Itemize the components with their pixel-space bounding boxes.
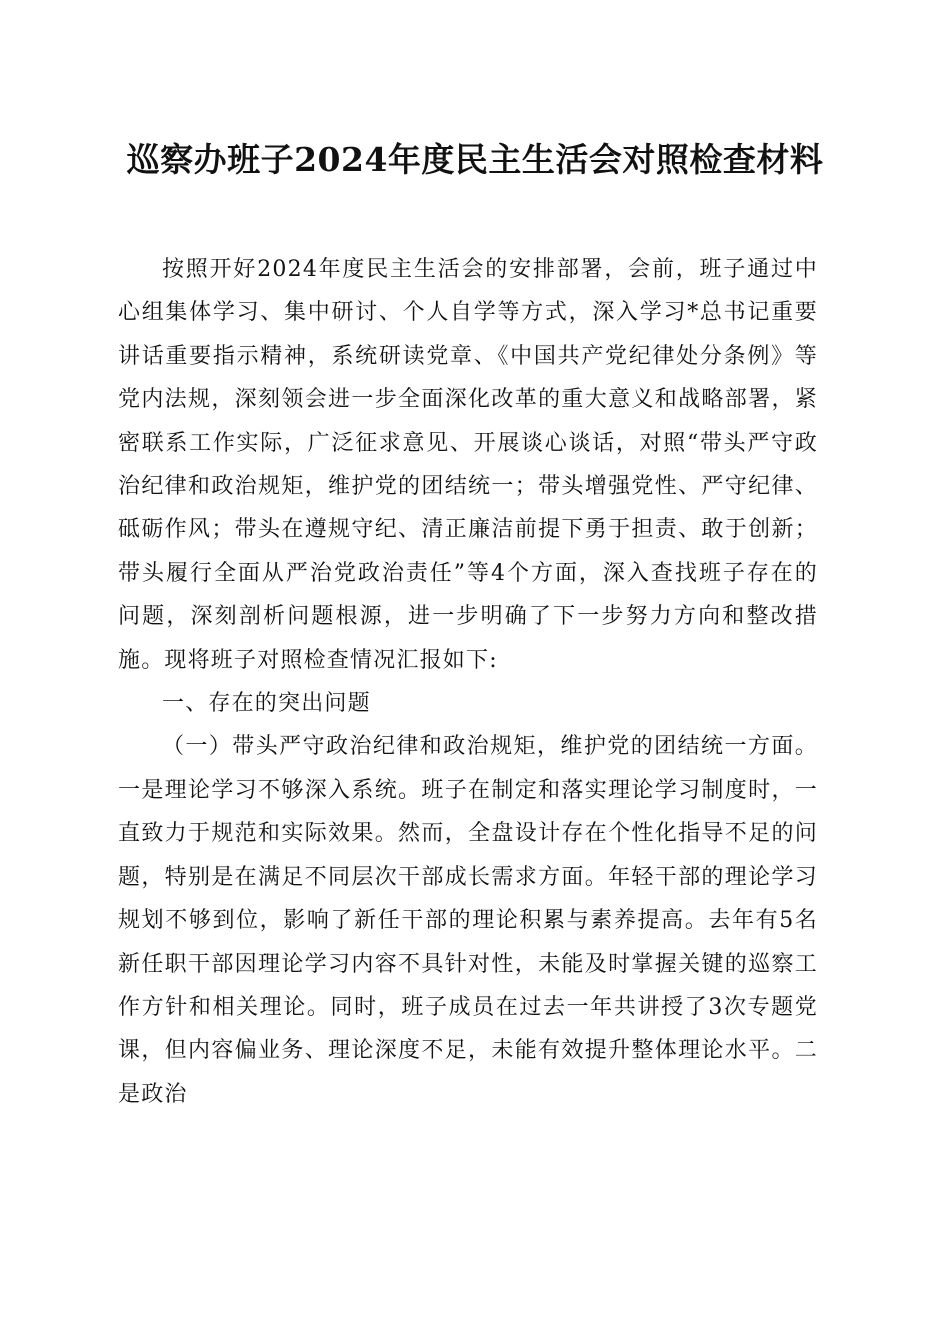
document-title: 巡察办班子2024年度民主生活会对照检查材料 — [126, 140, 824, 179]
intro-paragraph: 按照开好2024年度民主生活会的安排部署，会前，班子通过中心组集体学习、集中研讨、个人自学等方式，深入学习*总书记重要讲话重要指示精神，系统研读党章、《中国共产党纪律处分条例》等党内法规，深刻领会进一步全面深化改革的重大意义和战略部署，紧密联系工作实际，广泛征求意见、开展谈心谈话，对照“带头严守政治纪律和政治规矩，维护党的团结统一；带头增强党性、严守纪律、砥砺作风；带头在遵规守纪、清正廉洁前提下勇于担责、敢于创新；带头履行全面从严治党政治责任”等4个方面，深入查找班子存在的问题，深刻剖析问题根源，进一步明确了下一步努力方向和整改措施。现将班子对照检查情况汇报如下: — [118, 257, 818, 673]
section-paragraph: （一）带头严守政治纪律和政治规矩，维护党的团结统一方面。一是理论学习不够深入系统。班子在制定和落实理论学习制度时，一直致力于规范和实际效果。然而，全盘设计存在个性化指导不足的问题，特别是在满足不同层次干部成长需求方面。年轻干部的理论学习规划不够到位，影响了新任干部的理论积累与素养提高。去年有5名新任职干部因理论学习内容不具针对性，未能及时掌握关键的巡察工作方针和相关理论。同时，班子成员在过去一年共讲授了3次专题党课，但内容偏业务、理论深度不足，未能有效提升整体理论水平。二是政治 — [118, 734, 818, 1107]
document-body — [118, 248, 818, 1116]
section-heading: 一、存在的突出问题 — [162, 691, 371, 717]
